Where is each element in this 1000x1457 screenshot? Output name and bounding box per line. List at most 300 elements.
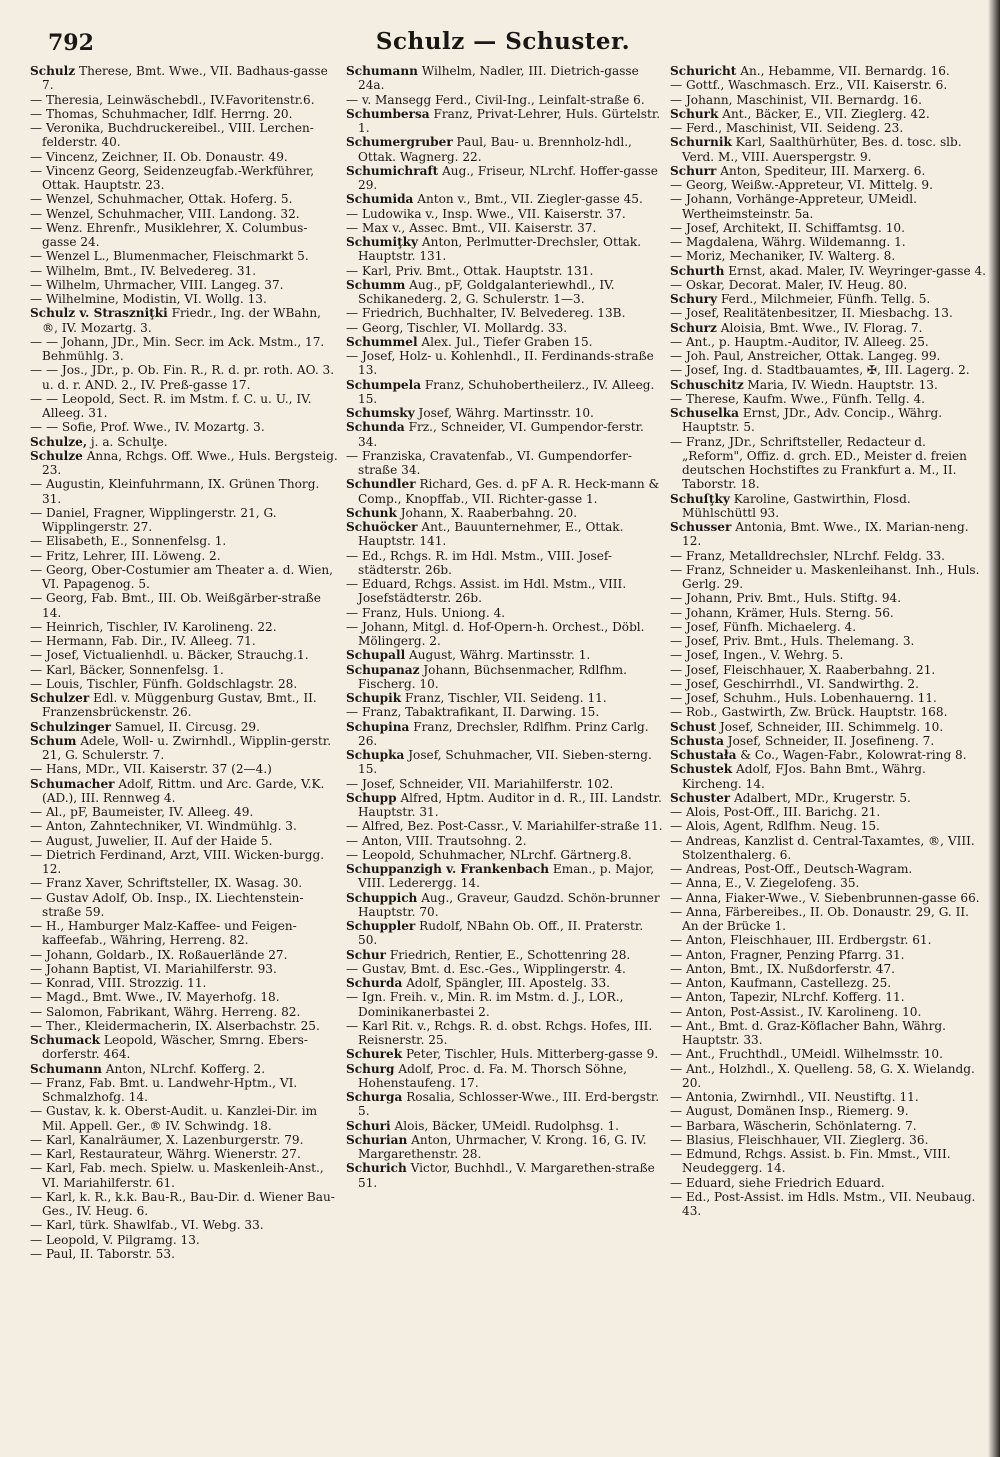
- entry-text: — Magd., Bmt. Wwe., IV. Mayerhofg. 18.: [30, 990, 280, 1005]
- entry-text: — Anton, Kaufmann, Castellezg. 25.: [670, 976, 892, 990]
- entry-text: & Co., Wagen-Fabr., Kolowrat-ring 8.: [736, 748, 967, 762]
- directory-entry: [30, 734, 340, 763]
- entry-text: — Johann, Maschinist, VII. Bernardg. 16.: [670, 92, 922, 107]
- entry-surname: Schuppanzigh v. Frankenbach: [346, 862, 550, 876]
- directory-entry: [30, 805, 340, 819]
- entry-text: Adolf, FJos. Bahn Bmt., Währg. Kircheng. 14.: [682, 762, 926, 791]
- entry-text: — Anton, Fragner, Penzing Pfarrg. 31.: [670, 947, 905, 962]
- directory-entry: [30, 64, 340, 93]
- entry-text: — Andreas, Kanzlist d. Central-Taxamtes, ®, VIII. Stolzenthalerg. 6.: [670, 833, 975, 862]
- directory-entry: [670, 819, 988, 833]
- entry-text: — Theresia, Leinwäschebdl., IV.Favoritenstr.6.: [30, 92, 315, 107]
- directory-entry: [670, 663, 988, 677]
- entry-text: Adolf, Spängler, III. Apostelg. 33.: [402, 976, 611, 990]
- entry-surname: Schurek: [346, 1047, 403, 1062]
- entry-text: — Johann, Krämer, Huls. Sterng. 56.: [670, 605, 894, 620]
- directory-entry: [346, 278, 664, 307]
- column-3: [670, 64, 988, 1261]
- directory-entry: [670, 1005, 988, 1019]
- directory-entry: [670, 620, 988, 634]
- directory-entry: [670, 1176, 988, 1190]
- entry-text: Friedr., Ing. der WBahn, ®, IV. Mozartg. 3.: [42, 306, 321, 335]
- entry-text: — Josef, Geschirrhdl., VI. Sandwirthg. 2.: [670, 676, 919, 691]
- entry-text: Adolf, Proc. d. Fa. M. Thorsch Söhne, Hohenstaufeng. 17.: [358, 1061, 628, 1090]
- directory-entry: [346, 705, 664, 719]
- entry-text: Aug., pF, Goldgalanteriewhdl., IV. Schikanederg. 2, G. Schulerstr. 1—3.: [358, 277, 615, 306]
- entry-text: — Edmund, Rchgs. Assist. b. Fin. Mmst., VIII. Neudeggerg. 14.: [670, 1147, 951, 1176]
- directory-entry: [30, 506, 340, 535]
- entry-text: — Gustav, k. k. Oberst-Audit. u. Kanzlei-Dir. im Mil. Appell. Ger., ® IV. Schwindg. 18.: [30, 1104, 318, 1133]
- directory-entry: [346, 720, 664, 749]
- entry-text: — v. Mansegg Ferd., Civil-Ing., Leinfalt-straße 6.: [346, 92, 645, 107]
- directory-entry: [346, 691, 664, 705]
- entry-text: Ant., Bäcker, E., VII. Zieglerg. 42.: [718, 106, 930, 121]
- entry-text: — — Sofie, Prof. Wwe., IV. Mozartg. 3.: [30, 420, 265, 435]
- entry-text: — Josef, Ingen., V. Wehrg. 5.: [670, 648, 844, 663]
- entry-text: — Ant., p. Hauptm.-Auditor, IV. Alleeg. 25.: [670, 334, 929, 349]
- directory-entry: [30, 848, 340, 877]
- directory-entry: [346, 919, 664, 948]
- entry-text: — Franziska, Cravatenfab., VI. Gumpendorfer-straße 34.: [346, 448, 632, 477]
- directory-entry: [30, 1161, 340, 1190]
- entry-text: Franz, Drechsler, Rdlfhm. Prinz Carlg. 26.: [358, 719, 649, 748]
- directory-entry: [30, 634, 340, 648]
- directory-entry: [346, 449, 664, 478]
- entry-text: Alex. Jul., Tiefer Graben 15.: [417, 334, 593, 349]
- entry-surname: Schunk: [346, 505, 397, 520]
- entry-text: — Elisabeth, E., Sonnenfelsg. 1.: [30, 534, 227, 549]
- entry-surname: Schumida: [346, 192, 414, 207]
- entry-text: — Karl, Priv. Bmt., Ottak. Hauptstr. 131.: [346, 263, 594, 278]
- entry-text: — Anton, Tapezir, NLrchf. Kofferg. 11.: [670, 990, 905, 1005]
- entry-text: — Karl, Fab. mech. Spielw. u. Maskenleih-Anst., VI. Mariahilferstr. 61.: [30, 1161, 324, 1190]
- directory-entry: [670, 891, 988, 905]
- entry-text: Aloisia, Bmt. Wwe., IV. Florag. 7.: [716, 320, 923, 335]
- entry-text: — Josef, Realitätenbesitzer, II. Miesbachg. 13.: [670, 306, 953, 321]
- entry-text: — Georg, Fab. Bmt., III. Ob. Weißgärber-straße 14.: [30, 591, 321, 620]
- entry-text: — Anton, Bmt., IX. Nußdorferstr. 47.: [670, 961, 896, 976]
- entry-surname: Schumpela: [346, 377, 422, 392]
- entry-text: — Franz, Tabaktrafikant, II. Darwing. 15.: [346, 705, 600, 720]
- entry-text: — August, Juwelier, II. Auf der Haide 5.: [30, 833, 273, 848]
- entry-surname: Schurk: [670, 106, 719, 121]
- entry-text: — Rob., Gastwirth, Zw. Brück. Hauptstr. 168.: [670, 705, 948, 720]
- directory-entry: [30, 677, 340, 691]
- entry-surname: Schunda: [346, 420, 405, 435]
- directory-entry: [346, 606, 664, 620]
- entry-text: — Paul, II. Taborstr. 53.: [30, 1246, 175, 1261]
- directory-entry: [670, 876, 988, 890]
- entry-text: Aug., Graveur, Gaudzd. Schön-brunner Hauptstr. 70.: [358, 890, 660, 919]
- directory-entry: [30, 420, 340, 434]
- directory-entry: [670, 976, 988, 990]
- entry-text: — Leopold, Schuhmacher, NLrchf. Gärtnerg.8.: [346, 847, 632, 862]
- entry-surname: Schuselka: [670, 406, 739, 420]
- entry-text: — Gustav, Bmt. d. Esc.-Ges., Wipplingerstr. 4.: [346, 961, 626, 976]
- entry-text: Josef, Schneider, III. Schimmelg. 10.: [716, 719, 944, 734]
- directory-entry: [30, 834, 340, 848]
- directory-entry: [670, 264, 988, 278]
- entry-surname: Schurda: [346, 976, 403, 990]
- directory-entry: [670, 734, 988, 748]
- directory-entry: [670, 64, 988, 78]
- directory-entry: [346, 990, 664, 1019]
- directory-entry: [30, 207, 340, 221]
- directory-entry: [30, 819, 340, 833]
- directory-entry: [30, 876, 340, 890]
- directory-entry: [346, 1047, 664, 1061]
- entry-text: August, Währg. Martinsstr. 1.: [405, 648, 591, 663]
- directory-entry: [346, 506, 664, 520]
- entry-text: — Ferd., Maschinist, VII. Seideng. 23.: [670, 121, 904, 135]
- entry-surname: Schumacher: [30, 776, 115, 791]
- directory-entry: [670, 990, 988, 1004]
- directory-entry: [346, 64, 664, 93]
- entry-text: — Max v., Assec. Bmt., VII. Kaiserstr. 37.: [346, 220, 597, 235]
- entry-text: — Josef, Architekt, II. Schiffamtsg. 10.: [670, 220, 905, 235]
- entry-surname: Schurian: [346, 1132, 408, 1147]
- directory-entry: [30, 691, 340, 720]
- directory-entry: [670, 349, 988, 363]
- entry-surname: Schum: [30, 733, 77, 748]
- entry-surname: Schulz: [30, 64, 76, 78]
- entry-text: An., Hebamme, VII. Bernardg. 16.: [736, 64, 950, 78]
- entry-surname: Schulze,: [30, 434, 88, 449]
- entry-surname: Schupp: [346, 790, 397, 805]
- entry-text: — — Johann, JDr., Min. Secr. im Ack. Mstm., 17. Behmühlg. 3.: [30, 334, 325, 363]
- directory-entry: [346, 221, 664, 235]
- directory-entry: [30, 962, 340, 976]
- directory-entry: [346, 321, 664, 335]
- entry-surname: Schuppich: [346, 890, 418, 905]
- entry-text: Anna, Rchgs. Off. Wwe., Huls. Bergsteig. 23.: [42, 448, 338, 477]
- entry-text: Franz, Schuhobertheilerz., IV. Alleeg. 15.: [358, 377, 655, 406]
- directory-entry: [670, 93, 988, 107]
- entry-text: — Karl, k. R., k.k. Bau-R., Bau-Dir. d. Wiener Bau-Ges., IV. Heug. 6.: [30, 1189, 335, 1218]
- entry-text: Josef, Schuhmacher, VII. Sieben-sterng. 15.: [358, 748, 652, 777]
- entry-surname: Schurz: [670, 320, 717, 335]
- entry-text: — Josef, Schuhm., Huls. Lobenhauerng. 11.: [670, 691, 937, 705]
- directory-entry: [346, 748, 664, 777]
- directory-entry: [670, 192, 988, 221]
- entry-text: Josef, Schneider, II. Josefineng. 7.: [723, 733, 935, 748]
- entry-text: Ernst, akad. Maler, IV. Weyringer-gasse 4.: [724, 263, 986, 278]
- directory-entry: [346, 777, 664, 791]
- entry-surname: Schustała: [670, 748, 737, 762]
- entry-text: — Georg, Ober-Costumier am Theater a. d. Wien, VI. Papagenog. 5.: [30, 562, 334, 591]
- entry-surname: Schulzinger: [30, 719, 112, 734]
- entry-text: — Gustav Adolf, Ob. Insp., IX. Liechtenstein-straße 59.: [30, 890, 304, 919]
- entry-text: Anton, Perlmutter-Drechsler, Ottak. Hauptstr. 131.: [358, 235, 642, 264]
- entry-text: Johann, X. Raaberbahng. 20.: [396, 505, 578, 520]
- entry-text: Leopold, Wäscher, Smrng. Ebers-dorferstr. 464.: [42, 1033, 308, 1062]
- entry-text: — Al., pF, Baumeister, IV. Alleeg. 49.: [30, 805, 254, 819]
- directory-entry: [30, 919, 340, 948]
- directory-entry: [670, 178, 988, 192]
- entry-surname: Schumiţky: [346, 235, 419, 249]
- directory-entry: [30, 990, 340, 1004]
- directory-entry: [670, 634, 988, 648]
- entry-text: — Fritz, Lehrer, III. Löweng. 2.: [30, 548, 221, 563]
- entry-text: — Anton, Post-Assist., IV. Karolineng. 10.: [670, 1004, 922, 1019]
- directory-entry: [346, 962, 664, 976]
- directory-entry: [30, 891, 340, 920]
- directory-entry: [346, 107, 664, 136]
- entry-surname: Schupik: [346, 691, 402, 705]
- directory-entry: [346, 192, 664, 206]
- directory-entry: [30, 948, 340, 962]
- directory-entry: [670, 748, 988, 762]
- directory-entry: [670, 78, 988, 92]
- entry-text: Rosalia, Schlosser-Wwe., III. Erd-bergstr. 5.: [358, 1090, 660, 1119]
- directory-entry: [670, 691, 988, 705]
- directory-entry: [670, 1019, 988, 1048]
- entry-text: — Antonia, Zwirnhdl., VII. Neustiftg. 11.: [670, 1090, 919, 1104]
- entry-text: — Augustin, Kleinfuhrmann, IX. Grünen Thorg. 31.: [30, 477, 320, 506]
- directory-entry: [30, 435, 340, 449]
- directory-entry: [30, 563, 340, 592]
- directory-entry: [670, 677, 988, 691]
- entry-surname: Schurr: [670, 163, 717, 178]
- directory-entry: [670, 335, 988, 349]
- entry-text: — Josef, Ing. d. Stadtbauamtes, ✠, III. Lagerg. 2.: [670, 363, 970, 378]
- entry-text: — Johann Baptist, VI. Mariahilferstr. 93.: [30, 961, 277, 976]
- column-1: [30, 64, 340, 1261]
- entry-text: — H., Hamburger Malz-Kaffee- und Feigen-kaffeefab., Währing, Herreng. 82.: [30, 919, 297, 948]
- entry-surname: Schur: [346, 947, 387, 962]
- entry-surname: Schust: [670, 719, 717, 734]
- directory-entry: [346, 477, 664, 506]
- entry-text: — Karl Rit. v., Rchgs. R. d. obst. Rchgs. Hofes, III. Reisnerstr. 25.: [346, 1018, 653, 1047]
- entry-text: — Oskar, Decorat. Maler, IV. Heug. 80.: [670, 277, 908, 292]
- entry-text: Anton, Spediteur, III. Marxerg. 6.: [716, 163, 926, 178]
- directory-entry: [670, 392, 988, 406]
- directory-entry: [30, 1147, 340, 1161]
- directory-entry: [670, 520, 988, 549]
- directory-entry: [30, 1133, 340, 1147]
- directory-entry: [30, 1104, 340, 1133]
- directory-entry: [346, 1062, 664, 1091]
- entry-text: Anton, NLrchf. Kofferg. 2.: [101, 1061, 266, 1076]
- entry-text: — Anton, VIII. Trautsohng. 2.: [346, 833, 527, 848]
- directory-entry: [670, 135, 988, 164]
- entry-surname: Schurga: [346, 1090, 403, 1104]
- entry-surname: Schupall: [346, 648, 406, 663]
- directory-entry: [30, 1247, 340, 1261]
- entry-surname: Schummel: [346, 334, 418, 349]
- directory-entry: [346, 520, 664, 549]
- directory-entry: [670, 549, 988, 563]
- entry-surname: Schulze: [30, 448, 83, 463]
- entry-text: — Franz, JDr., Schriftsteller, Redacteur d. „Reform", Offiz. d. grch. ED., Meister d. freien deutschen Hochstiftes zu Frankfurt a. M., II. Taborstr. 18.: [670, 434, 967, 492]
- directory-entry: [670, 606, 988, 620]
- directory-entry: [670, 1147, 988, 1176]
- directory-entry: [346, 1090, 664, 1119]
- directory-entry: [670, 292, 988, 306]
- entry-text: — Anton, Zahntechniker, VI. Windmühlg. 3.: [30, 819, 297, 834]
- directory-entry: [30, 306, 340, 335]
- entry-text: Victor, Buchhdl., V. Margarethen-straße 51.: [358, 1161, 655, 1190]
- entry-text: Wilhelm, Nadler, III. Dietrich-gasse 24a.: [358, 64, 639, 93]
- scan-edge: [988, 0, 1000, 1457]
- entry-text: — Anna, Fiaker-Wwe., V. Siebenbrunnen-gasse 66.: [670, 890, 980, 905]
- directory-entry: [670, 905, 988, 934]
- entry-text: Adalbert, MDr., Krugerstr. 5.: [730, 790, 911, 805]
- entry-text: Adele, Woll- u. Zwirnhdl., Wipplin-gerstr. 21, G. Schulerstr. 7.: [42, 733, 332, 762]
- directory-entry: [346, 135, 664, 164]
- entry-text: — Josef, Schneider, VII. Mariahilferstr. 102.: [346, 776, 614, 791]
- directory-entry: [346, 1133, 664, 1162]
- entry-text: — Eduard, Rchgs. Assist. im Hdl. Mstm., VIII. Josefstädterstr. 26b.: [346, 577, 627, 606]
- entry-surname: Schuricht: [670, 64, 737, 78]
- directory-entry: [346, 663, 664, 692]
- entry-text: — Karl, türk. Shawlfab., VI. Webg. 33.: [30, 1218, 264, 1233]
- entry-text: — Ed., Rchgs. R. im Hdl. Mstm., VIII. Josef-städterstr. 26b.: [346, 548, 612, 577]
- directory-entry: [346, 819, 664, 833]
- entry-surname: Schumm: [346, 277, 406, 292]
- entry-text: — Ign. Freih. v., Min. R. im Mstm. d. J., LOR., Dominikanerbastei 2.: [346, 990, 624, 1019]
- entry-text: — Karl, Restaurateur, Währg. Wienerstr. 27.: [30, 1147, 301, 1161]
- directory-entry: [670, 1119, 988, 1133]
- directory-entry: [30, 1062, 340, 1076]
- entry-text: — Franz, Fab. Bmt. u. Landwehr-Hptm., VI. Schmalzhofg. 14.: [30, 1075, 298, 1104]
- directory-columns: [22, 64, 984, 1261]
- entry-text: — Anna, Färbereibes., II. Ob. Donaustr. 29, G. II. An der Brücke 1.: [670, 904, 970, 933]
- directory-entry: [670, 962, 988, 976]
- directory-entry: [346, 948, 664, 962]
- entry-surname: Schurich: [346, 1161, 407, 1176]
- entry-surname: Schuöcker: [346, 520, 418, 534]
- entry-text: — Ludowika v., Insp. Wwe., VII. Kaiserstr. 37.: [346, 206, 626, 221]
- directory-entry: [30, 107, 340, 121]
- entry-text: — Johann, Vorhänge-Appreteur, UMeidl. Wertheimsteinstr. 5a.: [670, 192, 917, 221]
- entry-text: Antonia, Bmt. Wwe., IX. Marian-neng. 12.: [682, 520, 969, 549]
- directory-entry: [30, 150, 340, 164]
- directory-entry: [346, 1119, 664, 1133]
- directory-entry: [30, 392, 340, 421]
- directory-entry: [670, 492, 988, 521]
- entry-text: Josef, Währg. Martinsstr. 10.: [414, 406, 594, 420]
- entry-text: Ferd., Milchmeier, Fünfh. Tellg. 5.: [717, 292, 931, 306]
- directory-entry: [346, 620, 664, 649]
- entry-text: — Wilhelm, Bmt., IV. Belvedereg. 31.: [30, 263, 257, 278]
- entry-surname: Schusser: [670, 520, 732, 534]
- entry-text: — Salomon, Fabrikant, Währg. Herreng. 82.: [30, 1004, 301, 1019]
- directory-entry: [670, 948, 988, 962]
- entry-text: — Heinrich, Tischler, IV. Karolineng. 22.: [30, 619, 277, 634]
- entry-text: Edl. v. Müggenburg Gustav, Bmt., II. Franzensbrückenstr. 26.: [42, 691, 317, 720]
- entry-text: — Barbara, Wäscherin, Schönlaterng. 7.: [670, 1118, 917, 1133]
- directory-entry: [670, 1104, 988, 1118]
- entry-text: — Anna, E., V. Ziegelofeng. 35.: [670, 876, 860, 891]
- entry-text: — Leopold, V. Pilgramg. 13.: [30, 1232, 200, 1247]
- entry-text: — Andreas, Post-Off., Deutsch-Wagram.: [670, 862, 913, 876]
- entry-text: — Ed., Post-Assist. im Hdls. Mstm., VII. Neubaug. 43.: [670, 1189, 976, 1218]
- entry-text: Franz, Privat-Lehrer, Huls. Gürtelstr. 1.: [358, 106, 661, 135]
- entry-text: — Karl, Bäcker, Sonnenfelsg. 1.: [30, 662, 224, 677]
- entry-text: — Veronika, Buchdruckereibel., VIII. Lerchen-felderstr. 40.: [30, 121, 314, 150]
- directory-entry: [346, 207, 664, 221]
- entry-text: Anton, Uhrmacher, V. Krong. 16, G. IV. Margarethenstr. 28.: [358, 1132, 647, 1161]
- directory-entry: [30, 477, 340, 506]
- running-head: Schulz — Schuster.: [375, 28, 631, 55]
- entry-text: — Anton, Fleischhauer, III. Erdbergstr. 61.: [670, 933, 932, 948]
- entry-text: — Josef, Fünfh. Michaelerg. 4.: [670, 619, 857, 634]
- directory-entry: [670, 805, 988, 819]
- directory-entry: [346, 306, 664, 320]
- entry-text: — Wenzel, Schuhmacher, Ottak. Hoferg. 5.: [30, 192, 293, 207]
- directory-entry: [346, 791, 664, 820]
- directory-entry: [670, 363, 988, 377]
- directory-entry: [670, 862, 988, 876]
- directory-entry: [30, 534, 340, 548]
- directory-entry: [30, 976, 340, 990]
- directory-entry: [30, 192, 340, 206]
- entry-surname: Schupina: [346, 719, 410, 734]
- directory-entry: [670, 378, 988, 392]
- entry-text: — Karl, Kanalräumer, X. Lazenburgerstr. 79.: [30, 1132, 304, 1147]
- entry-surname: Schuſţky: [670, 491, 730, 506]
- entry-text: — Dietrich Ferdinand, Arzt, VIII. Wicken-burgg. 12.: [30, 847, 325, 876]
- directory-entry: [346, 264, 664, 278]
- entry-text: Ant., Bauunternehmer, E., Ottak. Hauptstr. 141.: [358, 520, 624, 549]
- entry-surname: Schupka: [346, 748, 405, 762]
- page-number: 792: [48, 30, 94, 56]
- entry-text: — August, Domänen Insp., Riemerg. 9.: [670, 1104, 909, 1119]
- directory-entry: [30, 648, 340, 662]
- directory-entry: [30, 777, 340, 806]
- entry-text: — Konrad, VIII. Strozzig. 11.: [30, 976, 207, 990]
- directory-entry: [30, 264, 340, 278]
- directory-entry: [670, 1133, 988, 1147]
- directory-entry: [670, 762, 988, 791]
- entry-text: — Blasius, Fleischhauer, VII. Zieglerg. 36.: [670, 1132, 929, 1147]
- entry-surname: Schusta: [670, 733, 724, 748]
- entry-surname: Schuri: [346, 1118, 391, 1133]
- directory-entry: [30, 164, 340, 193]
- directory-entry: [346, 862, 664, 891]
- directory-entry: [670, 720, 988, 734]
- entry-text: Eman., p. Major, VIII. Lederergg. 14.: [358, 862, 655, 891]
- entry-surname: Schustek: [670, 762, 733, 777]
- directory-entry: [30, 1218, 340, 1232]
- directory-entry: [346, 1019, 664, 1048]
- entry-text: — Ant., Fruchthdl., UMeidl. Wilhelmsstr. 10.: [670, 1047, 943, 1062]
- entry-surname: Schumann: [30, 1061, 102, 1076]
- entry-text: — Alois, Agent, Rdlfhm. Neug. 15.: [670, 819, 880, 834]
- directory-entry: [346, 1161, 664, 1190]
- directory-entry: [30, 335, 340, 364]
- directory-entry: [670, 278, 988, 292]
- entry-text: — Magdalena, Währg. Wildemanng. 1.: [670, 235, 906, 249]
- entry-text: — Johann, Mitgl. d. Hof-Opern-h. Orchest., Döbl. Mölingerg. 2.: [346, 619, 645, 648]
- entry-text: Aug., Friseur, NLrchf. Hoffer-gasse 29.: [358, 163, 658, 192]
- directory-entry: [30, 121, 340, 150]
- entry-surname: Schupanaz: [346, 662, 420, 677]
- directory-entry: [670, 235, 988, 249]
- entry-text: — Wilhelmine, Modistin, VI. Wollg. 13.: [30, 292, 267, 306]
- entry-text: — — Jos., JDr., p. Ob. Fin. R., R. d. pr. roth. AO. 3. u. d. r. AND. 2., IV. Preß-gasse 17.: [30, 363, 335, 392]
- entry-surname: Schulzer: [30, 691, 90, 705]
- directory-entry: [670, 834, 988, 863]
- entry-text: — Franz, Metalldrechsler, NLrchf. Feldg. 33.: [670, 548, 945, 563]
- directory-entry: [670, 591, 988, 605]
- directory-entry: [670, 107, 988, 121]
- directory-entry: [670, 1190, 988, 1219]
- entry-text: — Franz, Schneider u. Maskenleihanst. Inh., Huls. Gerlg. 29.: [670, 562, 980, 591]
- directory-entry: [30, 1019, 340, 1033]
- entry-text: — — Leopold, Sect. R. im Mstm. f. C. u. U., IV. Alleeg. 31.: [30, 391, 312, 420]
